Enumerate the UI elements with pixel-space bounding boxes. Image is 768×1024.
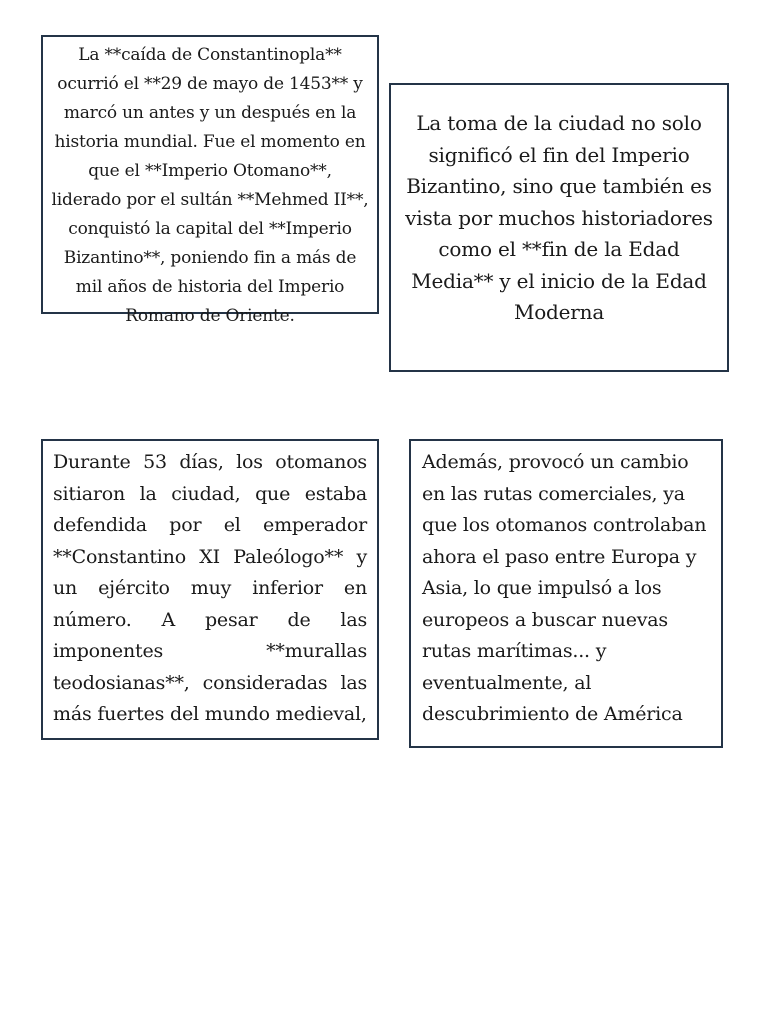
- text-box-paragraph: Además, provocó un cambio en las rutas comerciales, ya que los otomanos controlaban ahora el paso entre Europa y Asia, lo que impulsó a los europeos a buscar nuevas rutas marítimas... y eventualmente, al descubrimiento de América: [422, 451, 707, 725]
- text-box-siege: [41, 439, 379, 740]
- text-box-trade-routes: [409, 439, 723, 748]
- text-box-paragraph: La **caída de Constantinopla** ocurrió el **29 de mayo de 1453** y marcó un antes y un después en la historia mundial. Fue el momento en que el **Imperio Otomano**, liderado por el sultán **Mehmed II**, conquistó la capital del **Imperio Bizantino**, poniendo fin a más de mil años de historia del Imperio Romano de Oriente.: [51, 45, 369, 326]
- text-box-paragraph: Durante 53 días, los otomanos sitiaron la ciudad, que estaba defendida por el emperador **Constantino XI Paleólogo** y un ejército muy inferior en número. A pesar de las imponentes **murallas teodosianas**, consideradas las más fuertes del mundo medieval,: [53, 451, 367, 725]
- text-box-paragraph: La toma de la ciudad no solo significó el fin del Imperio Bizantino, sino que también es vista por muchos historiadores como el **fin de la Edad Media** y el inicio de la Edad Moderna: [405, 111, 713, 325]
- text-box-fall-of-constantinople: [41, 35, 379, 326]
- text-box-end-of-middle-ages: [389, 83, 729, 372]
